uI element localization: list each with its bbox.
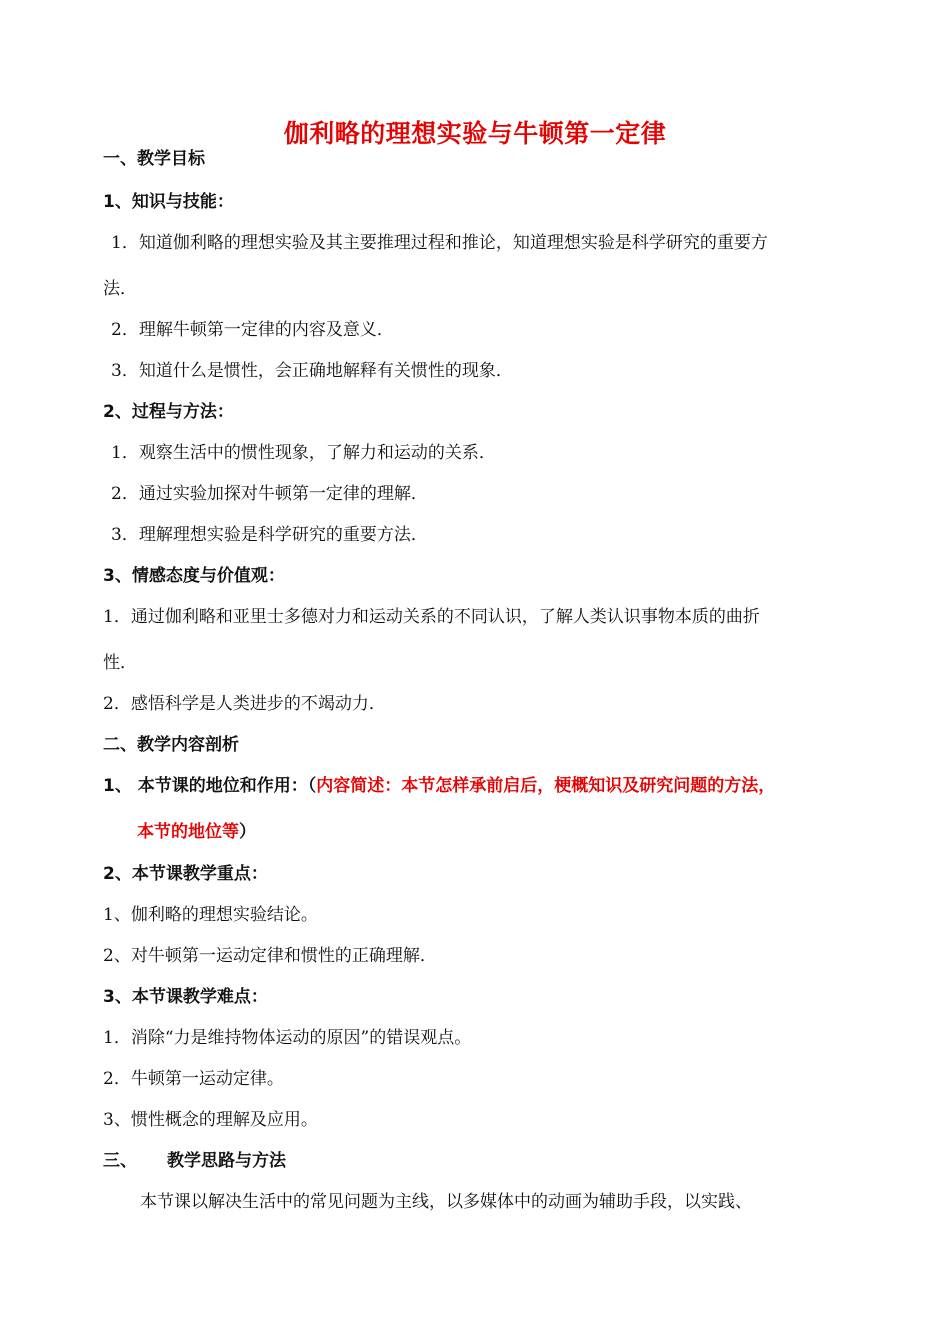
knowledge-item-1: 1．知道伽利略的理想实验及其主要推理过程和推论，知道理想实验是科学研究的重要方 <box>111 233 768 253</box>
key-point-1: 1、伽利略的理想实验结论。 <box>103 905 318 925</box>
knowledge-item-2: 2．理解牛顿第一定律的内容及意义． <box>111 320 394 340</box>
subheading-attitude: 3、情感态度与价值观： <box>103 566 285 586</box>
section-heading-goals: 一、教学目标 <box>103 149 205 169</box>
subheading-difficulties: 3、本节课教学难点： <box>103 987 268 1007</box>
knowledge-item-1-cont: 法． <box>103 279 137 299</box>
document-title: 伽利略的理想实验与牛顿第一定律 <box>283 119 667 148</box>
subheading-key-points: 2、本节课教学重点： <box>103 864 268 884</box>
difficulty-2: 2．牛顿第一运动定律。 <box>103 1069 284 1089</box>
analysis-role-line <box>103 774 775 798</box>
process-item-1: 1．观察生活中的惯性现象，了解力和运动的关系． <box>111 443 496 463</box>
subheading-knowledge: 1、知识与技能： <box>103 192 234 212</box>
method-paragraph: 本节课以解决生活中的常见问题为主线，以多媒体中的动画为辅助手段，以实践、 <box>140 1192 752 1212</box>
method-title: 教学思路与方法 <box>167 1151 286 1171</box>
process-item-2: 2．通过实验加探对牛顿第一定律的理解． <box>111 484 428 504</box>
analysis-role-label: 1、 本节课的地位和作用：（ <box>103 776 317 796</box>
analysis-role-line-cont <box>137 820 256 844</box>
difficulty-1: 1．消除“力是维持物体运动的原因”的错误观点。 <box>103 1028 472 1048</box>
section-heading-analysis: 二、教学内容剖析 <box>103 735 239 755</box>
subheading-process: 2、过程与方法： <box>103 402 234 422</box>
process-item-3: 3．理解理想实验是科学研究的重要方法． <box>111 525 428 545</box>
method-number: 三、 <box>103 1151 137 1171</box>
analysis-role-close: ） <box>239 822 256 842</box>
knowledge-item-3: 3．知道什么是惯性，会正确地解释有关惯性的现象． <box>111 361 513 381</box>
difficulty-3: 3、惯性概念的理解及应用。 <box>103 1110 318 1130</box>
analysis-role-note: 内容简述：本节怎样承前启后，梗概知识及研究问题的方法， <box>316 776 776 796</box>
analysis-role-note-cont: 本节的地位等 <box>137 822 239 842</box>
attitude-item-1: 1．通过伽利略和亚里士多德对力和运动关系的不同认识，了解人类认识事物本质的曲折 <box>103 607 760 627</box>
attitude-item-2: 2．感悟科学是人类进步的不竭动力． <box>103 694 386 714</box>
key-point-2: 2、对牛顿第一运动定律和惯性的正确理解． <box>103 946 437 966</box>
section-heading-method <box>103 1149 286 1173</box>
attitude-item-1-cont: 性． <box>103 653 137 673</box>
